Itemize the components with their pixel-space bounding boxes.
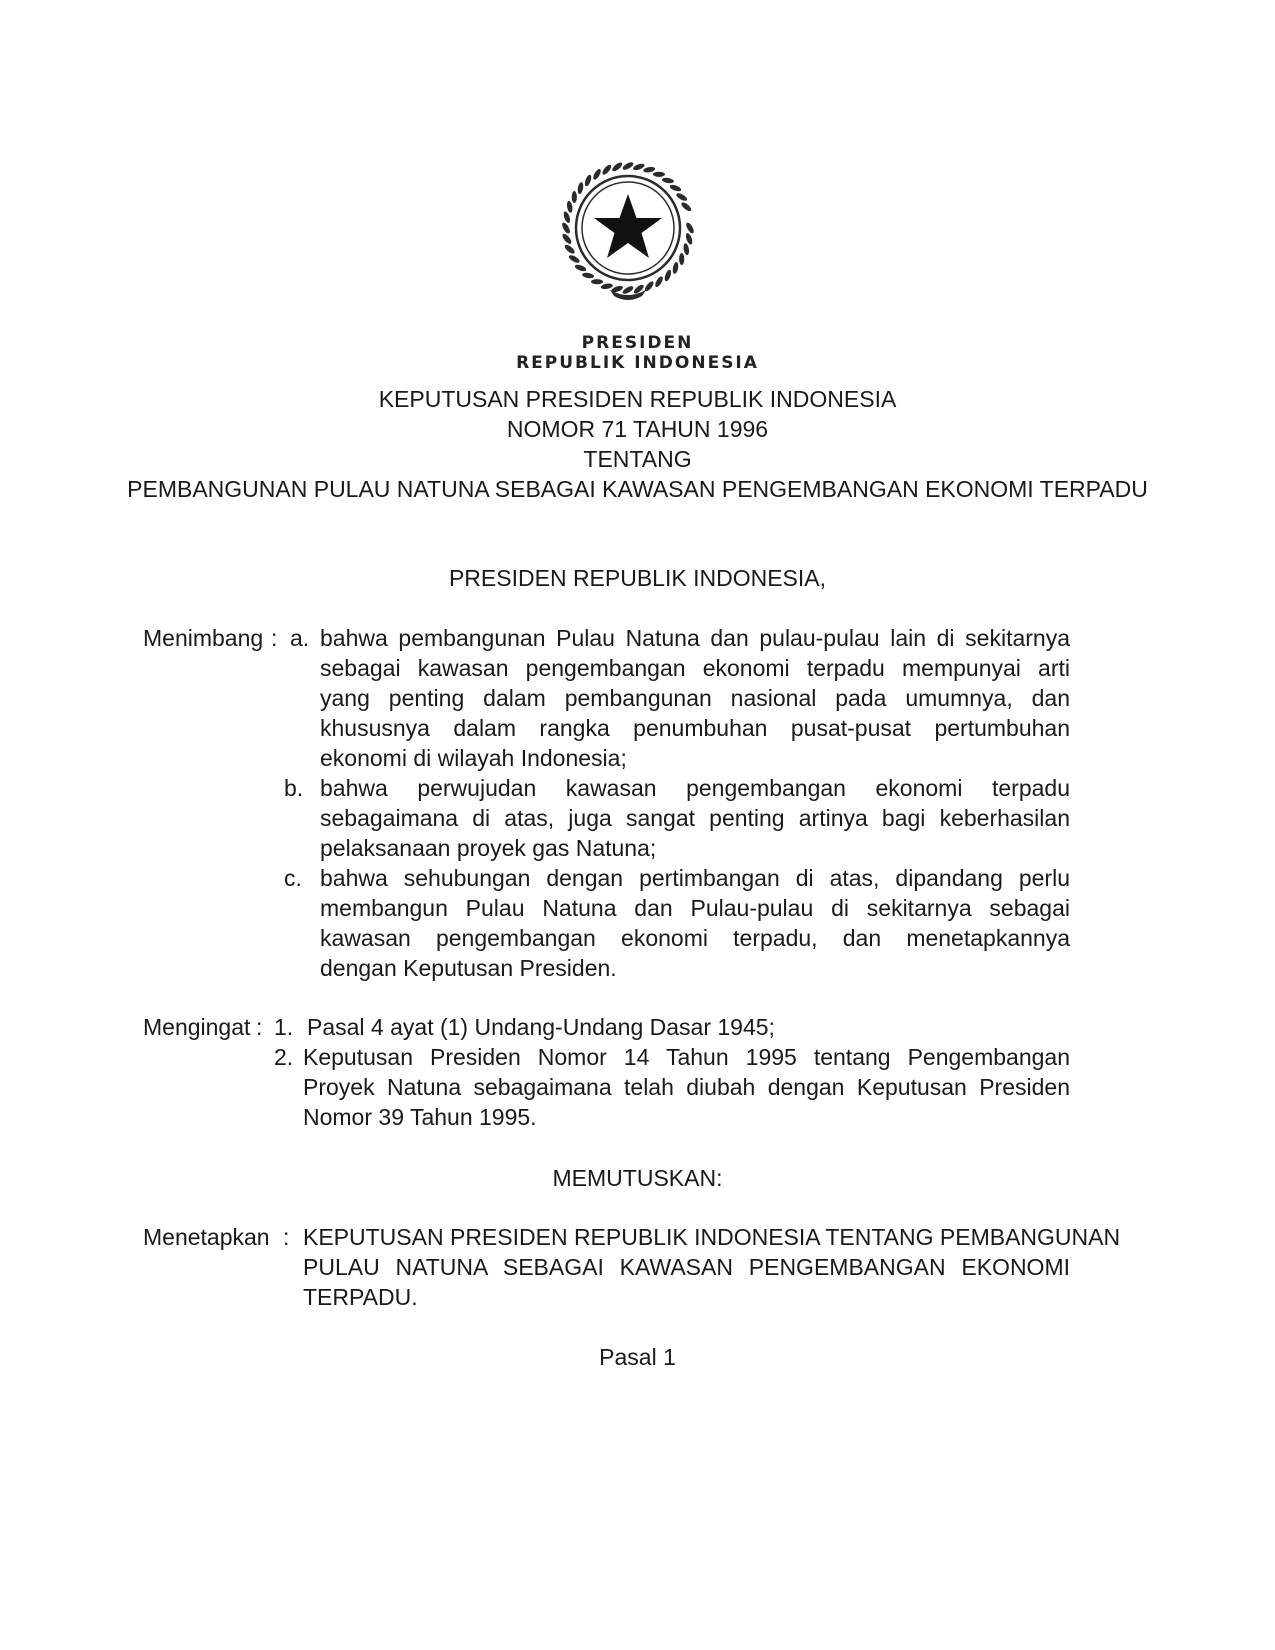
title-line-2: NOMOR 71 TAHUN 1996 [506, 416, 769, 442]
title-line-4: PEMBANGUNAN PULAU NATUNA SEBAGAI KAWASAN PENGEMBANGAN EKONOMI TERPADU [127, 476, 1148, 502]
menimbang-b-line-1: bahwa perwujudan kawasan pengembangan ekonomi terpadu [320, 775, 1070, 801]
mengingat-1-line-1: Pasal 4 ayat (1) Undang-Undang Dasar 1945; [307, 1014, 775, 1040]
mengingat-2-line-3: Nomor 39 Tahun 1995. [303, 1104, 537, 1130]
menimbang-c-line-1: bahwa sehubungan dengan pertimbangan di atas, dipandang perlu [320, 865, 1070, 891]
title-line-3: TENTANG [583, 446, 692, 472]
wreath-leaf [669, 184, 682, 193]
memutuskan-heading: MEMUTUSKAN: [552, 1165, 723, 1191]
menimbang-b-line-3: pelaksanaan proyek gas Natuna; [320, 835, 657, 861]
menimbang-section [143, 623, 1070, 983]
wreath-leaf [563, 243, 576, 255]
wreath-leaf [622, 161, 635, 172]
mengingat-2-line-2: Proyek Natuna sebagaimana telah diubah dengan Keputusan Presiden [303, 1074, 1070, 1100]
wreath-leaf [654, 275, 665, 288]
wreath-leaf [680, 201, 693, 213]
menetapkan-label: Menetapkan [143, 1224, 270, 1250]
wreath-leaf [683, 243, 690, 256]
menetapkan-section [143, 1222, 1121, 1312]
mengingat-label: Mengingat [143, 1014, 251, 1040]
mengingat-section [143, 1012, 1070, 1132]
emblem-label-presiden: PRESIDEN [581, 333, 694, 353]
menimbang-a-line-3: yang penting dalam pembangunan nasional pada umumnya, dan [320, 685, 1070, 711]
wreath-leaf [562, 211, 571, 224]
mengingat-colon: : [256, 1014, 263, 1040]
wreath-leaf [600, 283, 613, 290]
wreath-leaf [566, 200, 573, 213]
item-marker: 1. [274, 1014, 294, 1040]
wreath-leaf [643, 166, 656, 173]
menetapkan-line-3: TERPADU. [303, 1284, 418, 1310]
wreath-leaf [577, 182, 584, 195]
wreath-leaf [672, 262, 679, 275]
wreath-leaf [653, 172, 665, 177]
wreath-leaf [685, 232, 694, 245]
wreath-leaf [574, 263, 587, 272]
menimbang-b-line-2: sebagaimana di atas, juga sangat penting artinya bagi keberhasilan [320, 805, 1070, 831]
menimbang-a-line-5: ekonomi di wilayah Indonesia; [320, 745, 627, 771]
presidential-seal-icon [548, 150, 708, 310]
wreath-leaf [561, 222, 572, 235]
menimbang-a-line-2: sebagai kawasan pengembangan ekonomi terpadu mempunyai arti [320, 655, 1070, 681]
mengingat-2-line-1: Keputusan Presiden Nomor 14 Tahun 1995 tentang Pengembangan [303, 1044, 1070, 1070]
wreath-leaf [663, 269, 672, 282]
wreath-leaf [675, 192, 688, 203]
menimbang-c-line-4: dengan Keputusan Presiden. [320, 955, 617, 981]
item-marker: a. [290, 625, 310, 651]
wreath-leaf [561, 233, 573, 246]
menimbang-a-line-1: bahwa pembangunan Pulau Natuna dan pulau-pulau lain di sekitarnya [320, 625, 1070, 651]
wreath-leaf [591, 279, 603, 284]
menimbang-c-line-2: membangun Pulau Natuna dan Pulau-pulau di sekitarnya sebagai [320, 895, 1070, 921]
pasal-heading: Pasal 1 [599, 1344, 676, 1370]
wreath-leaf [582, 272, 595, 279]
wreath-leaf [572, 191, 577, 203]
preamble: PRESIDEN REPUBLIK INDONESIA, [448, 565, 827, 591]
menimbang-a-line-4: khususnya dalam rangka penumbuhan pusat-pusat pertumbuhan [320, 715, 1070, 741]
item-marker: 2. [274, 1044, 294, 1070]
menimbang-label: Menimbang [143, 625, 264, 651]
wreath-leaf [568, 254, 581, 265]
menetapkan-line-2: PULAU NATUNA SEBAGAI KAWASAN PENGEMBANGAN EKONOMI [303, 1254, 1070, 1280]
wreath-leaf [679, 253, 684, 265]
menimbang-c-line-3: kawasan pengembangan ekonomi terpadu, dan menetapkannya [320, 925, 1070, 951]
item-marker: b. [284, 775, 304, 801]
wreath-leaf [632, 162, 645, 171]
emblem-label-republik: REPUBLIK INDONESIA [516, 353, 759, 373]
item-marker: c. [284, 865, 302, 891]
star-wreath-icon [548, 150, 708, 310]
title-line-1: KEPUTUSAN PRESIDEN REPUBLIK INDONESIA [378, 386, 897, 412]
wreath-leaf [601, 163, 613, 176]
menetapkan-line-1: KEPUTUSAN PRESIDEN REPUBLIK INDONESIA TENTANG PEMBANGUNAN [303, 1224, 1121, 1250]
wreath-leaf [622, 285, 635, 296]
wreath-leaf [662, 177, 675, 184]
menimbang-colon: : [271, 625, 278, 651]
wreath-leaf [611, 161, 624, 173]
menetapkan-colon: : [283, 1224, 290, 1250]
wreath-leaf [592, 168, 603, 181]
wreath-leaf [685, 222, 696, 235]
wreath-leaf [584, 174, 593, 187]
